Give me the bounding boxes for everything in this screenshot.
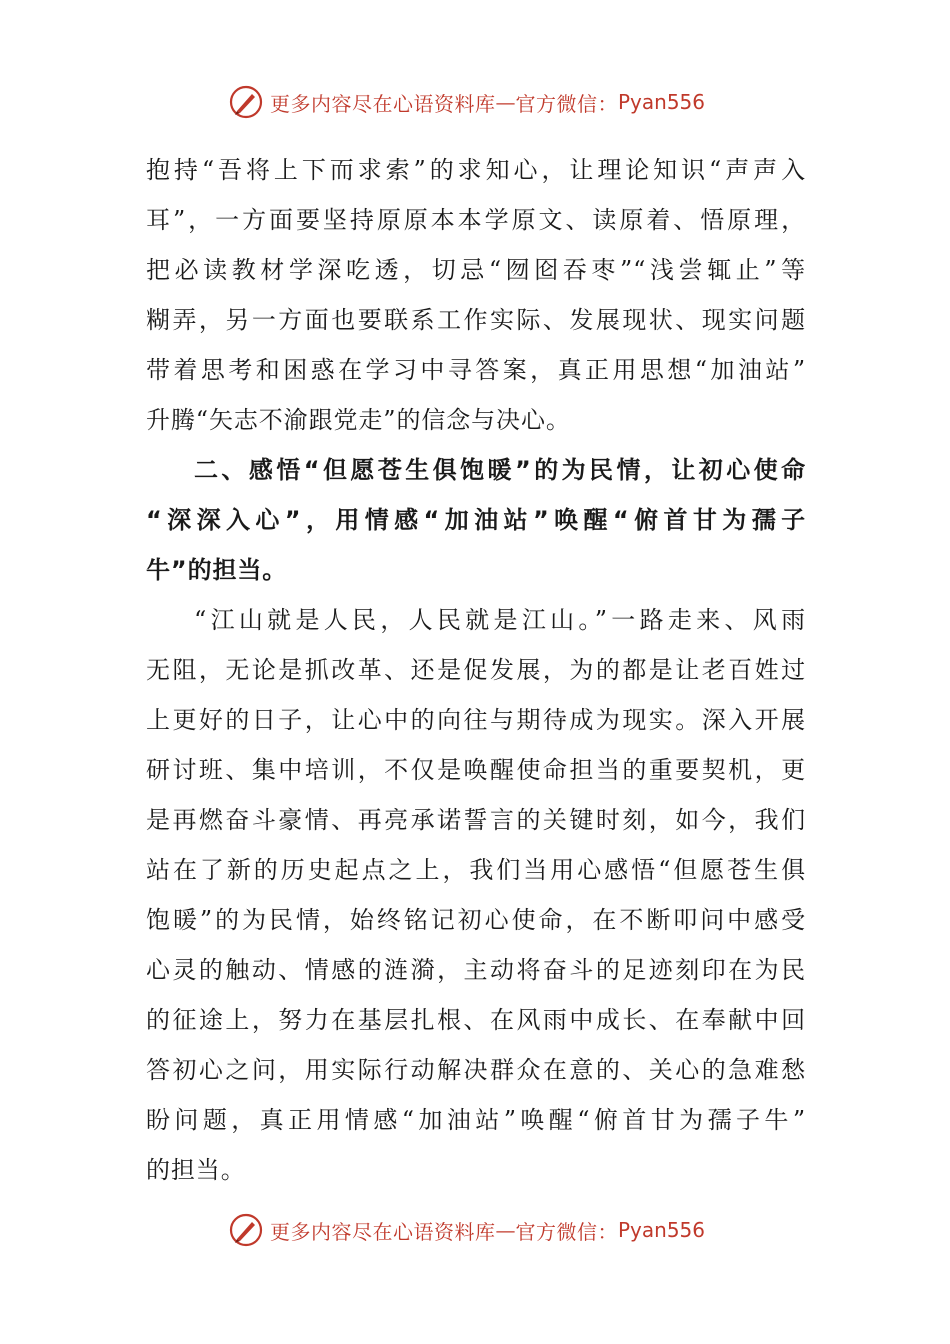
text-line: 的担当。 (146, 1156, 246, 1184)
text-line: 是再燃奋斗豪情、再亮承诺誓言的关键时刻，如今，我们 (146, 806, 806, 834)
document-body (146, 145, 806, 1195)
section-heading (146, 445, 806, 595)
text-line: 的征途上，努力在基层扎根、在风雨中成长、在奉献中回 (146, 1006, 806, 1034)
heading-line: 二、感悟“但愿苍生俱饱暖”的为民情，让初心使命 (194, 456, 806, 484)
banner-account: Pyan556 (618, 90, 706, 114)
text-line: 带着思考和困惑在学习中寻答案，真正用思想“加油站” (146, 356, 806, 384)
paragraph-2 (146, 595, 806, 1195)
banner-text: 更多内容尽在心语资料库 (270, 1219, 496, 1244)
banner-dash: — (495, 90, 516, 114)
text-line: 无阻，无论是抓改革、还是促发展，为的都是让老百姓过 (146, 656, 806, 684)
text-line: 耳”，一方面要坚持原原本本学原文、读原着、悟原理， (146, 206, 806, 234)
pen-logo-icon (228, 1212, 264, 1248)
text-line: 站在了新的历史起点之上，我们当用心感悟“但愿苍生俱 (146, 856, 806, 884)
banner-official-label: 官方微信： (515, 91, 618, 116)
text-line: 上更好的日子，让心中的向往与期待成为现实。深入开展 (146, 706, 806, 734)
text-line: “江山就是人民，人民就是江山。”一路走来、风雨 (194, 606, 806, 634)
text-line: 升腾“矢志不渝跟党走”的信念与决心。 (146, 406, 571, 434)
banner-text: 更多内容尽在心语资料库 (270, 91, 496, 116)
text-line: 把必读教材学深吃透，切忌“囫囵吞枣”“浅尝辄止”等 (146, 256, 806, 284)
banner-official-label: 官方微信： (515, 1219, 618, 1244)
text-line: 抱持“吾将上下而求索”的求知心，让理论知识“声声入 (146, 156, 806, 184)
heading-line: 牛”的担当。 (146, 556, 288, 584)
pen-logo-icon (228, 84, 264, 120)
paragraph-1 (146, 145, 806, 445)
text-line: 饱暖”的为民情，始终铭记初心使命，在不断叩问中感受 (146, 906, 806, 934)
header-banner (0, 82, 950, 122)
text-line: 答初心之问，用实际行动解决群众在意的、关心的急难愁 (146, 1056, 806, 1084)
text-line: 盼问题，真正用情感“加油站”唤醒“俯首甘为孺子牛” (146, 1106, 806, 1134)
heading-line: “深深入心”，用情感“加油站”唤醒“俯首甘为孺子 (146, 506, 806, 534)
footer-banner (0, 1210, 950, 1250)
text-line: 研讨班、集中培训，不仅是唤醒使命担当的重要契机，更 (146, 756, 806, 784)
banner-account: Pyan556 (618, 1218, 706, 1242)
text-line: 糊弄，另一方面也要联系工作实际、发展现状、现实问题 (146, 306, 806, 334)
banner-dash: — (495, 1218, 516, 1242)
text-line: 心灵的触动、情感的涟漪，主动将奋斗的足迹刻印在为民 (146, 956, 806, 984)
